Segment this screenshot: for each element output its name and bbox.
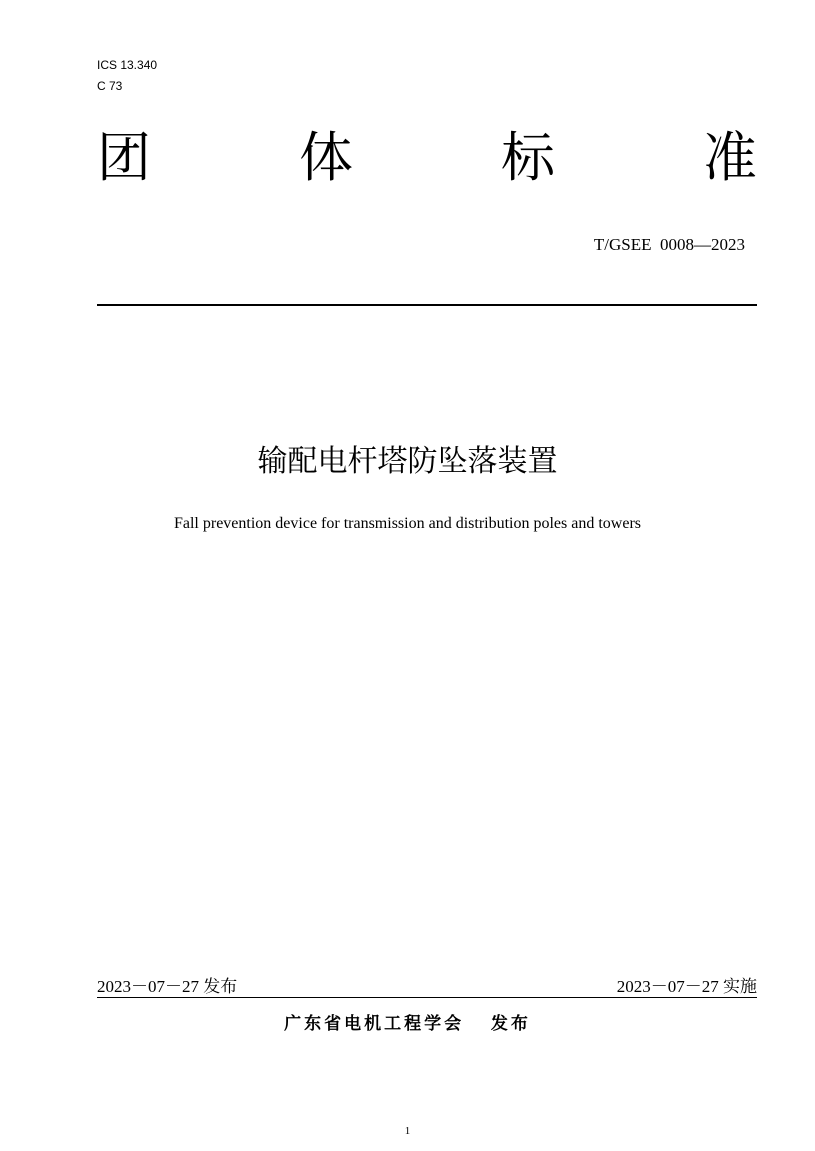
header-divider [97,304,757,306]
heading-char: 标 [501,126,555,189]
date-row [97,975,757,998]
heading-char: 体 [299,126,353,189]
heading-char: 团 [97,126,151,189]
page-number: 1 [404,1125,411,1137]
publish-date: 2023－07－27 发布 [97,977,238,996]
standard-type-heading [97,126,757,190]
ccs-code: C 73 [97,79,123,93]
ics-code: ICS 13.340 [97,58,158,72]
heading-char: 准 [703,126,757,189]
document-title-en: Fall prevention device for transmission and distribution poles and towers [173,515,642,532]
document-title-cn: 输配电杆塔防坠落装置 [257,444,558,479]
standard-number: T/GSEE 0008—2023 [593,235,745,254]
implement-date: 2023－07－27 实施 [616,977,757,996]
publisher: 广东省电机工程学会 发布 [284,1014,531,1034]
